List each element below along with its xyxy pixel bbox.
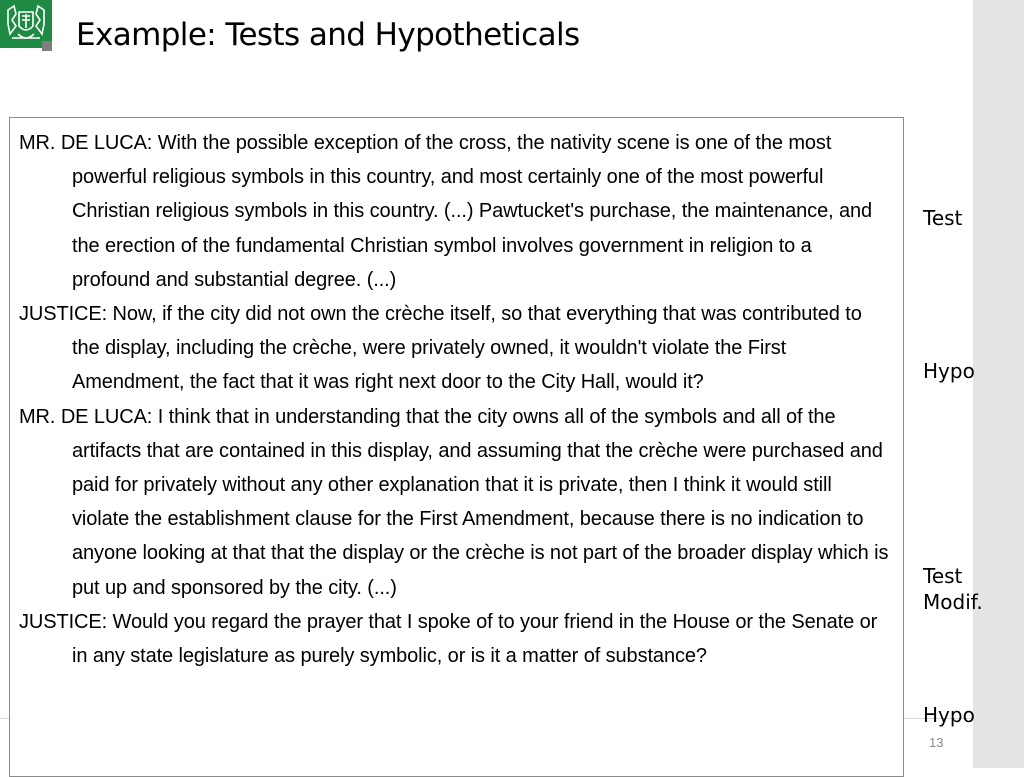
transcript-paragraph: JUSTICE: Would you regard the prayer that I spoke of to your friend in the House or the Senate or in any state legislature as purely symbolic, or is it a matter of substance? <box>19 610 878 668</box>
right-margin-band <box>973 0 1024 768</box>
slide-title: Example: Tests and Hypotheticals <box>76 17 580 53</box>
transcript-paragraph: MR. DE LUCA: With the possible exception of the cross, the nativity scene is one of the most powerful religious symbols in this country, and most certainly one of the most powerful Christian religious symbols in this country. (...) Pawtucket's purchase, the maintenance, and the erection of the fundamental Christian symbol involves government in religion to a profound and substantial degree. (...) <box>19 132 873 291</box>
margin-label-test-modif <box>923 563 983 615</box>
margin-label-test-modif-line-2: Modif. <box>923 590 983 614</box>
page-number: 13 <box>929 735 944 750</box>
margin-label-test: Test <box>923 206 963 230</box>
margin-label-test-modif-line-1: Test <box>923 564 963 588</box>
margin-label-hypo: Hypo <box>923 359 975 383</box>
logo <box>0 0 52 52</box>
transcript-box <box>9 117 904 777</box>
transcript-paragraph: JUSTICE: Now, if the city did not own the crèche itself, so that everything that was contributed to the display, including the crèche, were privately owned, it wouldn't violate the First Amendment, the fact that it was right next door to the City Hall, would it? <box>19 303 862 394</box>
logo-accent-square <box>42 41 52 51</box>
margin-label-hypo-2: Hypo <box>923 703 975 727</box>
transcript-paragraph: MR. DE LUCA: I think that in understanding that the city owns all of the symbols and all of the artifacts that are contained in this display, and assuming that the crèche were purchased and paid for privately without any other explanation that it is private, then I think it would still violate the establishment clause for the First Amendment, because there is no indication to anyone looking at that that the display or the crèche is not part of the broader display which is put up and sponsored by the city. (...) <box>19 405 889 599</box>
